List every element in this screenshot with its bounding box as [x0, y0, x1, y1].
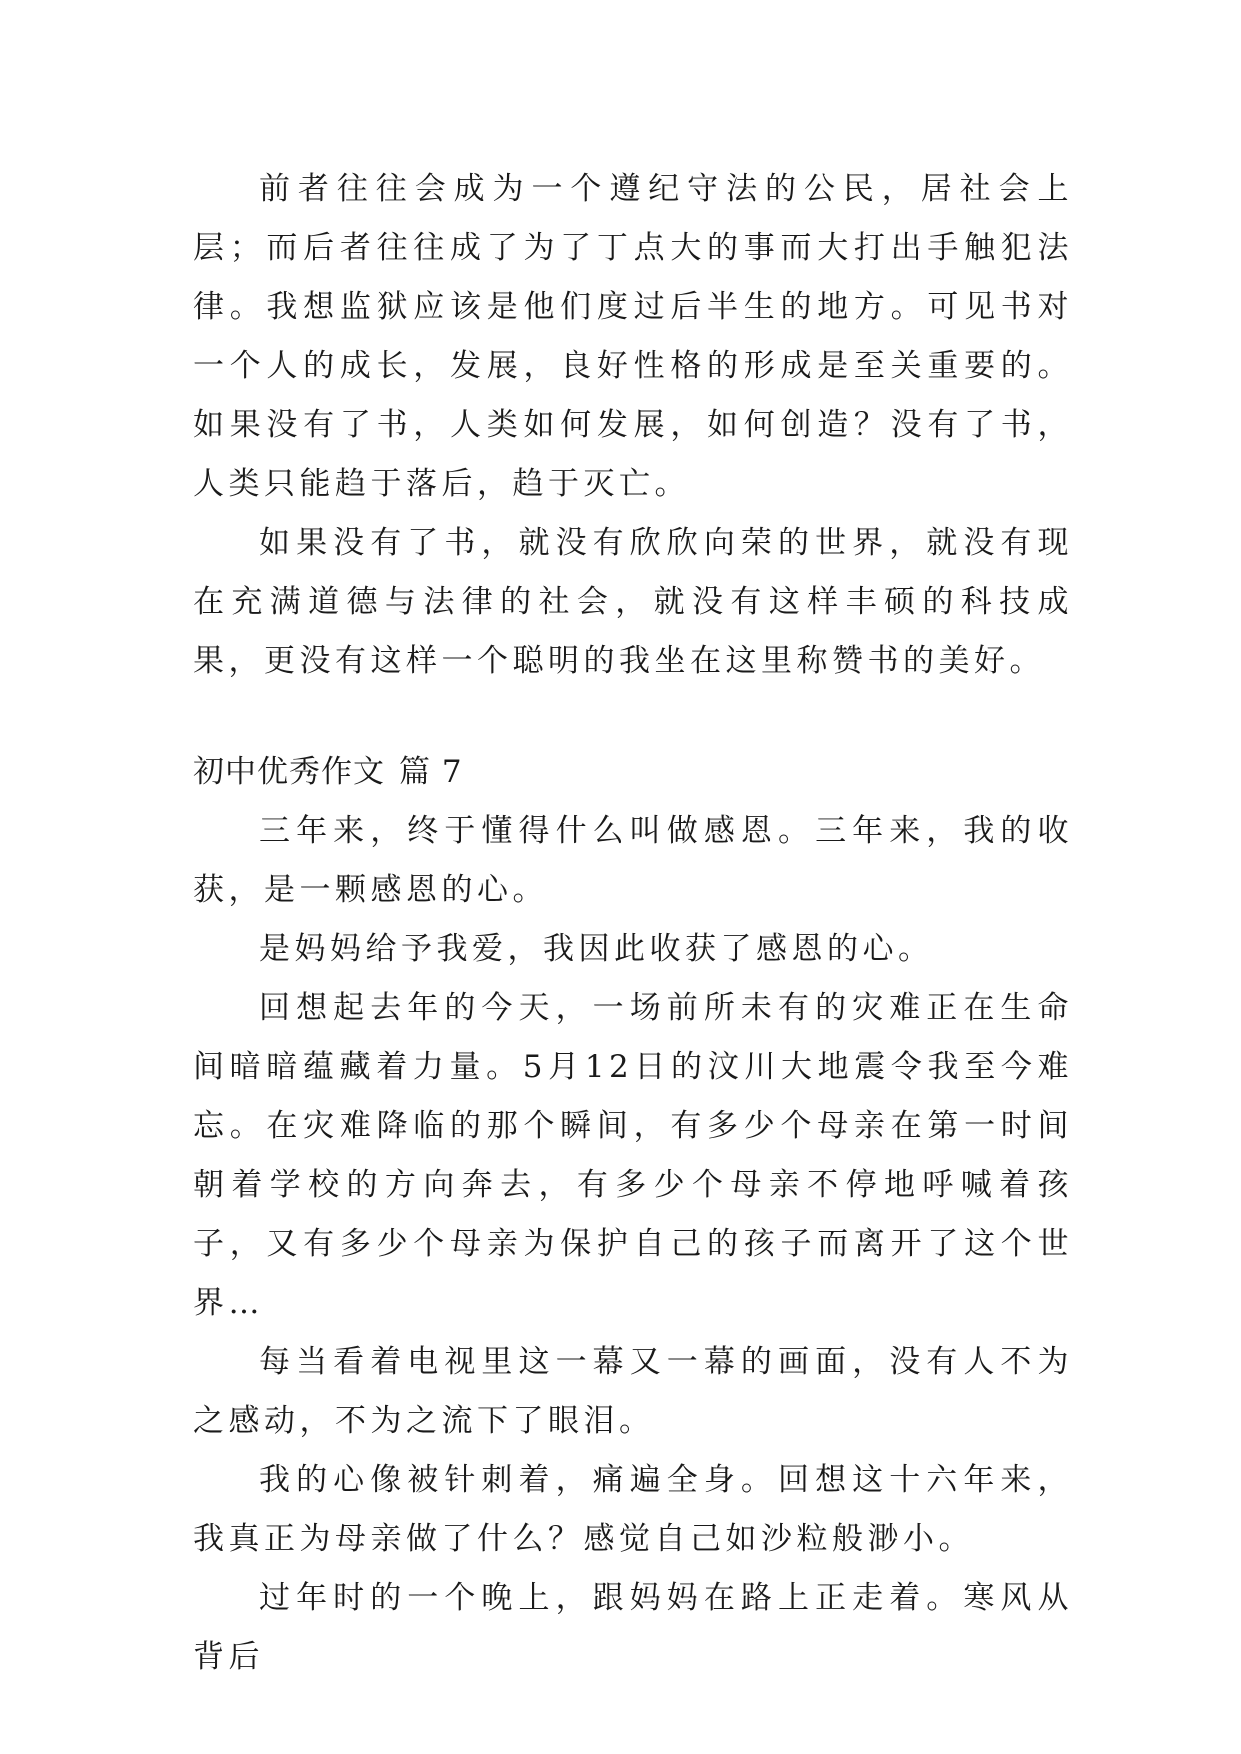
document-body — [193, 160, 1073, 1687]
paragraph: 三年来，终于懂得什么叫做感恩。三年来，我的收获，是一颗感恩的心。 — [193, 813, 1073, 908]
paragraph: 是妈妈给予我爱，我因此收获了感恩的心。 — [259, 931, 934, 967]
paragraph: 前者往往会成为一个遵纪守法的公民，居社会上层；而后者往往成了为了丁点大的事而大打出手触犯法律。我想监狱应该是他们度过后半生的地方。可见书对一个人的成长，发展，良好性格的形成是至关重要的。如果没有了书，人类如何发展，如何创造？没有了书，人类只能趋于落后，趋于灭亡。 — [193, 171, 1073, 502]
section-title: 初中优秀作文 — [193, 754, 385, 790]
paragraph: 我的心像被针刺着，痛遍全身。回想这十六年来，我真正为母亲做了什么？感觉自己如沙粒般渺小。 — [193, 1462, 1073, 1557]
paragraph: 过年时的一个晚上，跟妈妈在路上正走着。寒风从背后 — [193, 1580, 1073, 1675]
section-number: 篇 7 — [399, 754, 463, 790]
section-heading — [193, 743, 1073, 802]
paragraph: 每当看着电视里这一幕又一幕的画面，没有人不为之感动，不为之流下了眼泪。 — [193, 1344, 1073, 1439]
paragraph: 回想起去年的今天，一场前所未有的灾难正在生命间暗暗蕴藏着力量。5月12日的汶川大地震令我至今难忘。在灾难降临的那个瞬间，有多少个母亲在第一时间朝着学校的方向奔去，有多少个母亲不停地呼喊着孩子，又有多少个母亲为保护自己的孩子而离开了这个世界… — [193, 990, 1073, 1321]
paragraph: 如果没有了书，就没有欣欣向荣的世界，就没有现在充满道德与法律的社会，就没有这样丰硕的科技成果，更没有这样一个聪明的我坐在这里称赞书的美好。 — [193, 525, 1073, 679]
